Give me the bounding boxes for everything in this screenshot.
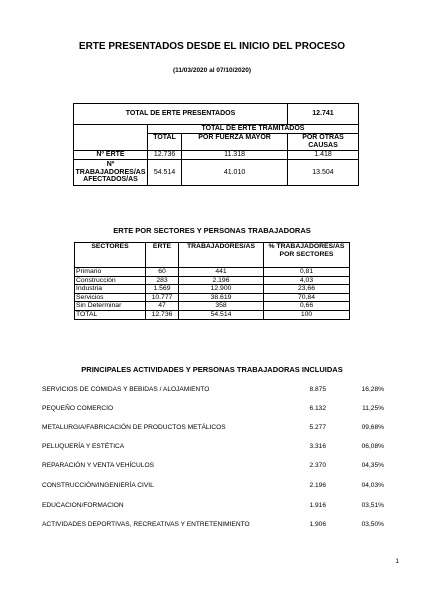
activity-name: PEQUEÑO COMERCIO xyxy=(42,405,114,412)
activity-name: METALURGIA/FABRICACIÓN DE PRODUCTOS METÁLICOS xyxy=(42,424,226,431)
table-row xyxy=(75,302,350,311)
table-cell: 0,66 xyxy=(264,302,350,311)
table-cell: Construcción xyxy=(75,276,146,285)
list-item xyxy=(42,521,384,533)
table-row-total xyxy=(75,310,350,319)
col-otras-causas-header: POR OTRAS CAUSAS xyxy=(288,134,359,151)
cell-value: 11.318 xyxy=(182,151,288,160)
table-cell: 54.514 xyxy=(179,310,264,319)
list-item xyxy=(42,424,384,436)
activity-percent: 03,50% xyxy=(361,521,384,528)
activities-section-title: PRINCIPALES ACTIVIDADES Y PERSONAS TRABAJADORAS INCLUIDAS xyxy=(81,365,343,374)
activity-percent: 03,51% xyxy=(361,502,384,509)
activity-count: 5.277 xyxy=(309,424,326,431)
table-cell: 10.777 xyxy=(146,293,179,302)
activity-name: EDUCACION/FORMACION xyxy=(42,502,124,509)
list-item xyxy=(42,502,384,514)
list-item xyxy=(42,443,384,455)
activity-count: 6.132 xyxy=(309,405,326,412)
activity-name: ACTIVIDADES DEPORTIVAS, RECREATIVAS Y ENTRETENIMIENTO xyxy=(42,521,250,528)
table-cell: Sin Determinar xyxy=(75,302,146,311)
total-presentados-value: 12.741 xyxy=(288,104,359,125)
col-header: ERTE xyxy=(146,243,179,268)
activity-percent: 16,28% xyxy=(361,386,384,393)
sectors-section-title: ERTE POR SECTORES Y PERSONAS TRABAJADORAS xyxy=(113,226,311,235)
list-item xyxy=(42,462,384,474)
table-cell: 1.569 xyxy=(146,285,179,294)
page-title: ERTE PRESENTADOS DESDE EL INICIO DEL PROCESO xyxy=(78,41,346,52)
table-cell: 38.619 xyxy=(179,293,264,302)
table-cell: Industria xyxy=(75,285,146,294)
table-row xyxy=(75,285,350,294)
cell-value: 12.736 xyxy=(148,151,182,160)
col-header: TRABAJADORES/AS xyxy=(179,243,264,268)
table-cell: 47 xyxy=(146,302,179,311)
table-row xyxy=(75,268,350,277)
activity-percent: 09,68% xyxy=(361,424,384,431)
table-cell: 100 xyxy=(264,310,350,319)
table-cell: 358 xyxy=(179,302,264,311)
activity-percent: 11,25% xyxy=(362,405,384,412)
activity-percent: 06,08% xyxy=(361,443,384,450)
table-cell: 4,03 xyxy=(264,276,350,285)
activity-count: 2.196 xyxy=(309,482,326,489)
activity-count: 1.906 xyxy=(309,521,326,528)
col-total-header: TOTAL xyxy=(148,134,182,151)
table-cell: 60 xyxy=(146,268,179,277)
list-item xyxy=(42,482,384,494)
date-range: (11/03/2020 al 07/10/2020) xyxy=(172,67,252,74)
activity-name: PELUQUERÍA Y ESTÉTICA xyxy=(42,443,125,450)
cell-value: 13.504 xyxy=(288,160,359,186)
table-row xyxy=(75,276,350,285)
activity-name: REPARACIÓN Y VENTA VEHÍCULOS xyxy=(42,462,155,469)
list-item xyxy=(42,386,384,398)
table-cell: 23,66 xyxy=(264,285,350,294)
total-presentados-label: TOTAL DE ERTE PRESENTADOS xyxy=(74,104,288,125)
activity-count: 1.916 xyxy=(309,502,326,509)
table-cell: 70,84 xyxy=(264,293,350,302)
table-cell: Primario xyxy=(75,268,146,277)
activity-count: 2.370 xyxy=(309,462,326,469)
page-number: 1 xyxy=(395,558,399,565)
summary-table xyxy=(73,103,359,186)
activity-percent: 04,35% xyxy=(361,462,384,469)
col-header: SECTORES xyxy=(75,243,146,268)
list-item xyxy=(42,405,384,417)
col-fuerza-mayor-header: POR FUERZA MAYOR xyxy=(182,134,288,151)
table-row xyxy=(75,293,350,302)
table-cell: TOTAL xyxy=(75,310,146,319)
table-cell: 283 xyxy=(146,276,179,285)
table-cell: 441 xyxy=(179,268,264,277)
cell-value: 41.010 xyxy=(182,160,288,186)
cell-value: 54.514 xyxy=(148,160,182,186)
row-num-erte-label: Nº ERTE xyxy=(74,151,148,160)
col-header: % TRABAJADORES/AS POR SECTORES xyxy=(264,243,350,268)
activity-name: SERVICIOS DE COMIDAS Y BEBIDAS / ALOJAMIENTO xyxy=(42,386,210,393)
table-cell: 2.196 xyxy=(179,276,264,285)
row-num-trabajadores-label: Nº TRABAJADORES/AS AFECTADOS/AS xyxy=(74,160,148,186)
table-cell: 12.900 xyxy=(179,285,264,294)
sectors-table xyxy=(74,242,350,320)
table-cell: Servicios xyxy=(75,293,146,302)
cell-value: 1.418 xyxy=(288,151,359,160)
total-tramitados-label: TOTAL DE ERTE TRAMITADOS xyxy=(148,125,359,134)
activity-percent: 04,03% xyxy=(361,482,384,489)
activity-name: CONSTRUCCIÓN/INGENIERÍA CIVIL xyxy=(42,482,154,489)
activity-count: 8.875 xyxy=(309,386,326,393)
table-cell: 0,81 xyxy=(264,268,350,277)
table-cell: 12.736 xyxy=(146,310,179,319)
activity-count: 3.316 xyxy=(309,443,326,450)
